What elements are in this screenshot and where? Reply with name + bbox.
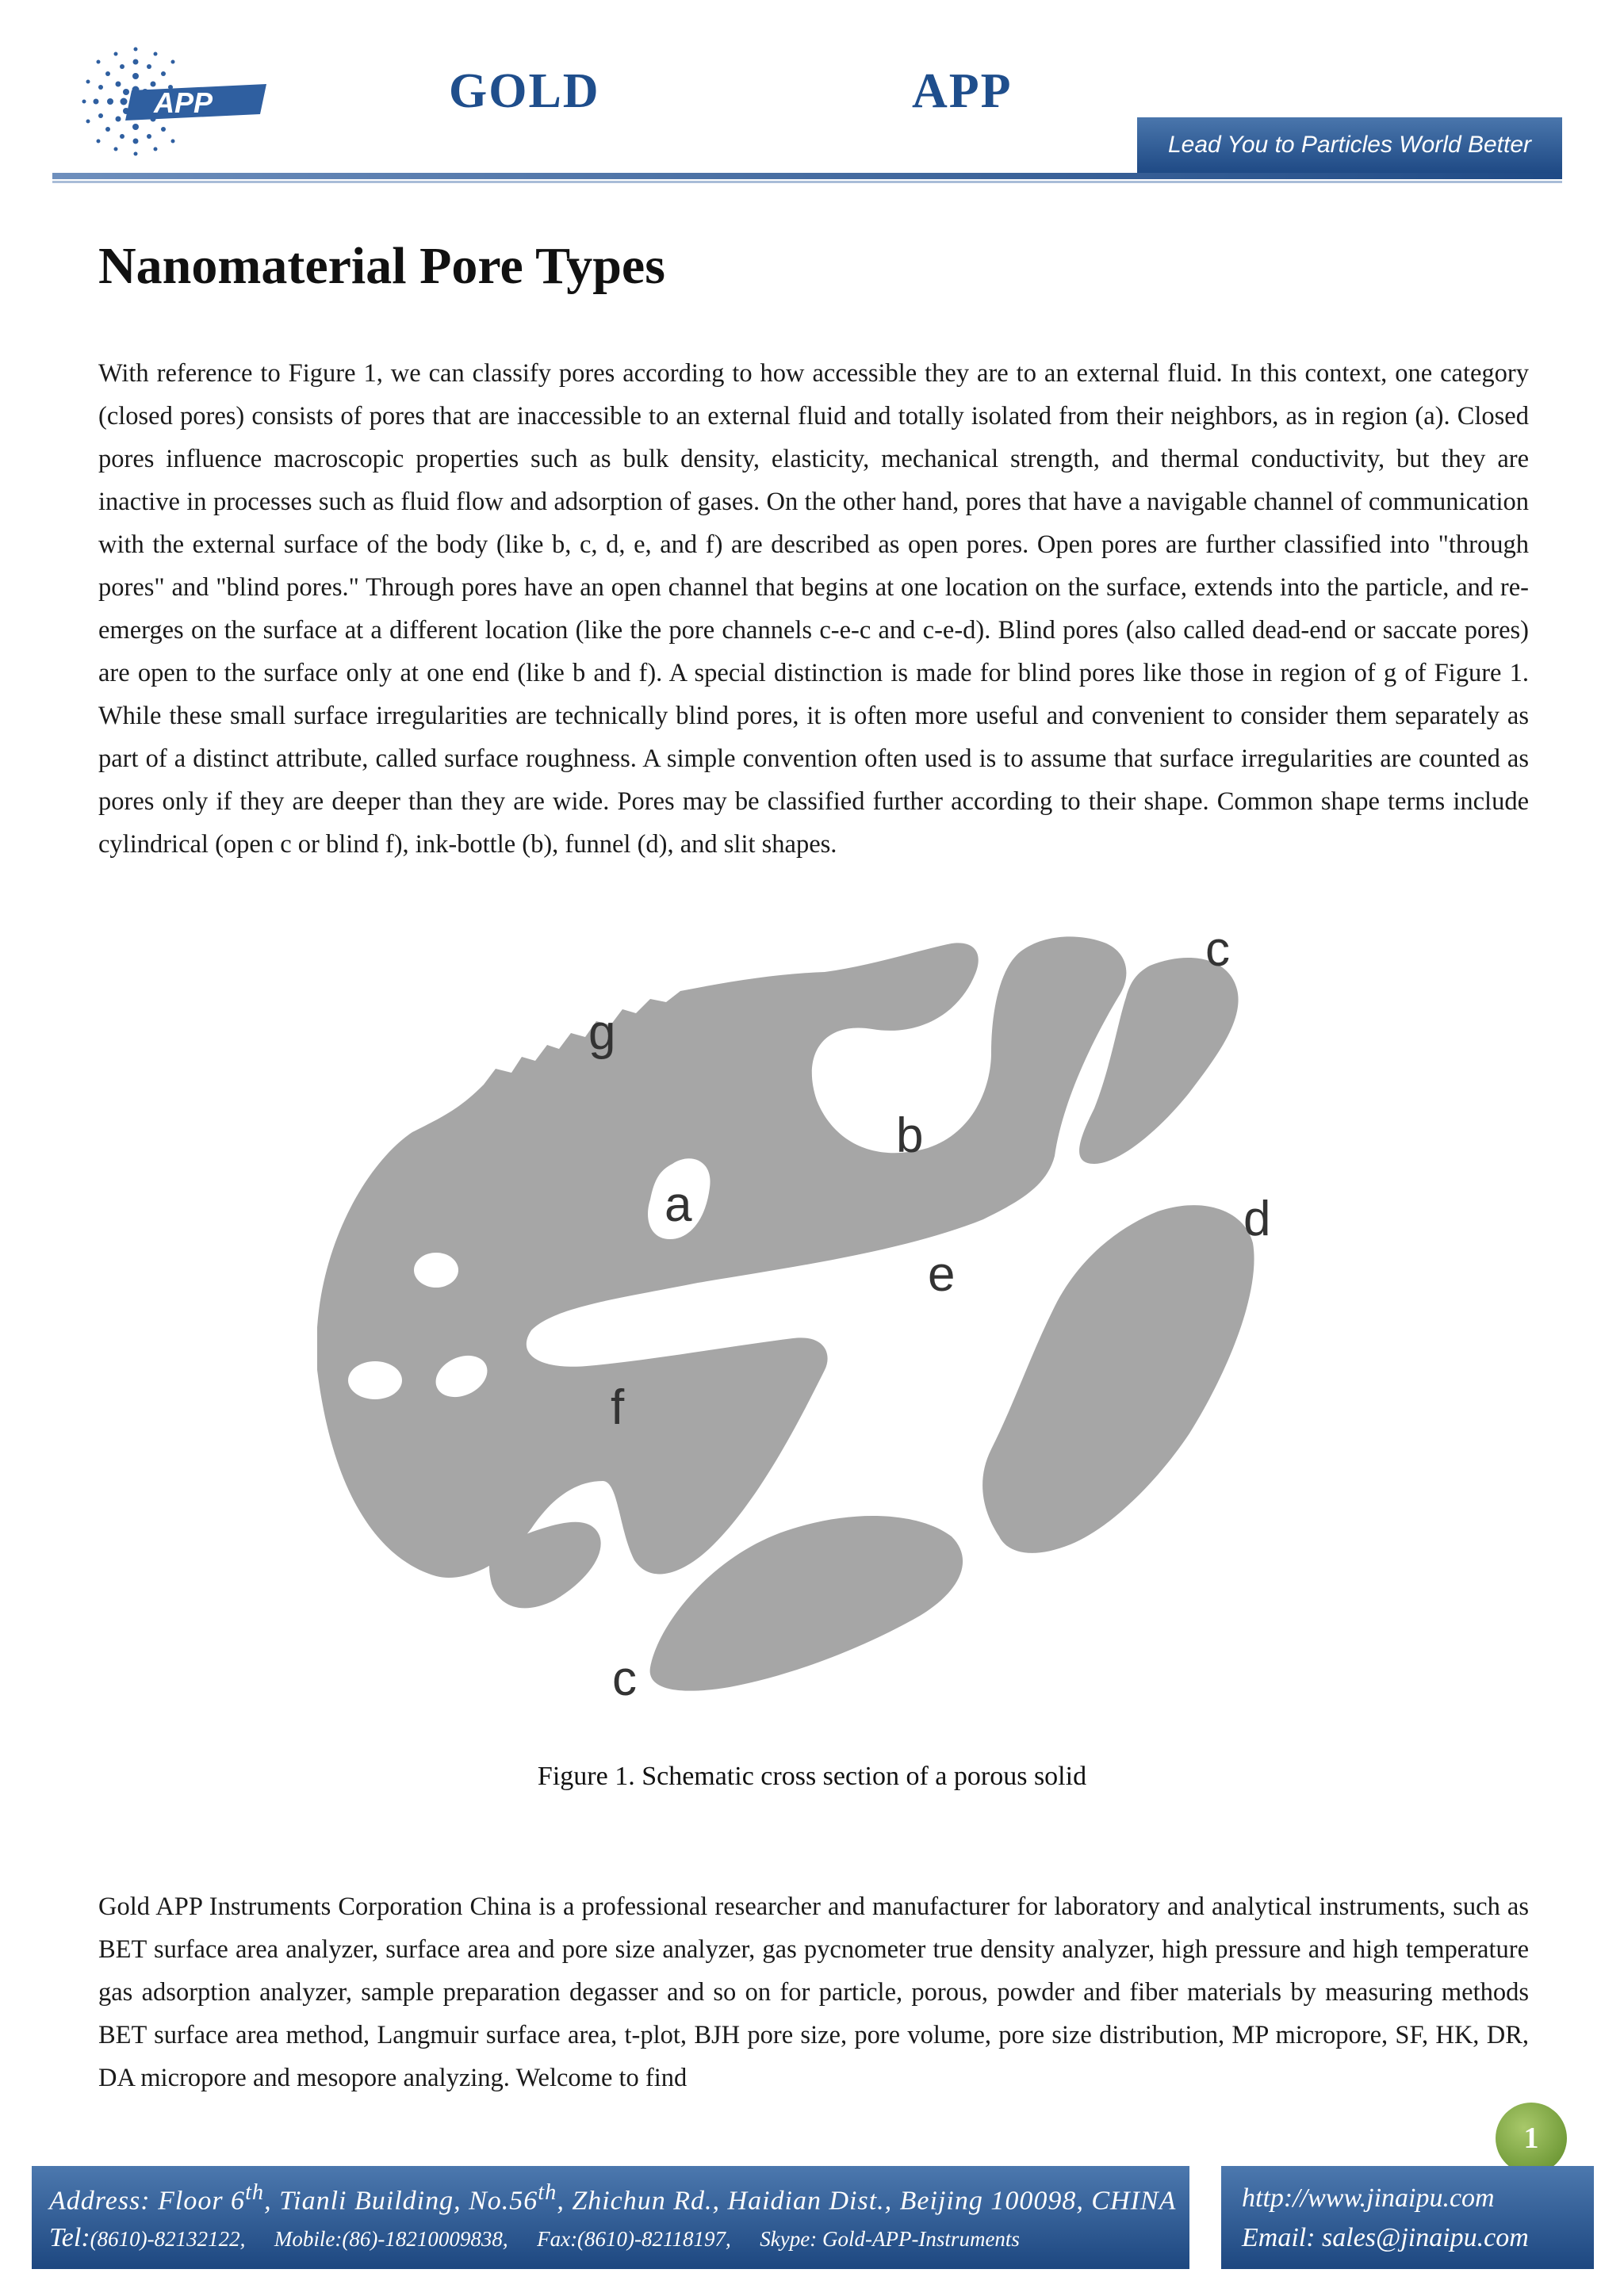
label-f: f xyxy=(611,1380,625,1435)
company-logo xyxy=(76,38,274,165)
header-divider xyxy=(52,173,1562,179)
footer-contact xyxy=(32,2166,1189,2269)
page-number-badge xyxy=(1496,2103,1567,2174)
label-g: g xyxy=(588,1005,616,1060)
label-b: b xyxy=(896,1108,924,1163)
brand-app: APP xyxy=(912,64,1013,118)
pore-cross-section-figure xyxy=(317,926,1300,1727)
page-title: Nanomaterial Pore Types xyxy=(98,237,665,295)
footer-tel: (8610)-82132122, xyxy=(90,2227,246,2251)
svg-text:APP: APP xyxy=(154,86,213,119)
label-d: d xyxy=(1243,1192,1271,1246)
tagline-banner xyxy=(1137,117,1562,173)
label-e: e xyxy=(928,1247,956,1302)
label-a: a xyxy=(665,1177,692,1232)
footer-skype: Skype: Gold-APP-Instruments xyxy=(760,2227,1020,2251)
footer-mobile: Mobile:(86)-18210009838, xyxy=(274,2227,508,2251)
footer-address: Address: Floor 6th, Tianli Building, No.56th, Zhichun Rd., Haidian Dist., Beijing 100098, CHINA xyxy=(49,2180,1177,2216)
label-c-top: c xyxy=(1205,926,1230,977)
porous-solid xyxy=(317,936,1254,1690)
tagline-text: Lead You to Particles World Better xyxy=(1167,132,1532,158)
email-link[interactable]: Email: sales@jinaipu.com xyxy=(1242,2223,1529,2252)
header-divider-thin xyxy=(52,181,1562,183)
footer-phones: Tel:(8610)-82132122, Mobile:(86)-18210009838, Fax:(8610)-82118197, Skype: Gold-APP-Instruments xyxy=(49,2223,1020,2252)
label-c-bottom: c xyxy=(612,1651,637,1706)
website-link[interactable]: http://www.jinaipu.com xyxy=(1242,2183,1495,2213)
intro-paragraph: With reference to Figure 1, we can classify pores according to how accessible they are to an external fluid. In this context, one category (closed pores) consists of pores that are inaccessible to an external fluid and totally isolated from their neighbors, as in region (a). Closed pores influence macroscopic properties such as bulk density, elasticity, mechanical strength, and thermal conductivity, but they are inactive in processes such as fluid flow and adsorption of gases. On the other hand, pores that have a navigable channel of communication with the external surface of the body (like b, c, d, e, and f) are described as open pores. Open pores are further classified into "through pores" and "blind pores." Through pores have an open channel that begins at one location on the surface, extends into the particle, and re-emerges on the surface at a different location (like the pore channels c-e-c and c-e-d). Blind pores (also called dead-end or saccate pores) are open to the surface only at one end (like b and f). A special distinction is made for blind pores like those in region of g of Figure 1. While these small surface irregularities are technically blind pores, it is often more useful and convenient to consider them separately as part of a distinct attribute, called surface roughness. A simple convention often used is to assume that surface irregularities are counted as pores only if they are deeper than they are wide. Pores may be classified further according to their shape. Common shape terms include cylindrical (open c or blind f), ink-bottle (b), funnel (d), and slit shapes. xyxy=(98,359,1529,859)
footer-fax: Fax:(8610)-82118197, xyxy=(537,2227,731,2251)
brand-gold: GOLD xyxy=(449,64,600,118)
figure-caption: Figure 1. Schematic cross section of a porous solid xyxy=(537,1762,1087,1791)
company-paragraph: Gold APP Instruments Corporation China is a professional researcher and manufacturer for laboratory and analytical instruments, such as BET surface area analyzer, surface area and pore size analyzer, gas pycnometer true density analyzer, high pressure and high temperature gas adsorption analyzer, sample preparation degasser and so on for particle, porous, powder and fiber materials by measuring methods BET surface area method, Langmuir surface area, t-plot, BJH pore size, pore volume, pore size distribution, MP micropore, SF, HK, DR, DA micropore and mesopore analyzing. Welcome to find xyxy=(98,1892,1529,2092)
footer-web xyxy=(1221,2166,1594,2269)
page-number: 1 xyxy=(1523,2122,1539,2155)
